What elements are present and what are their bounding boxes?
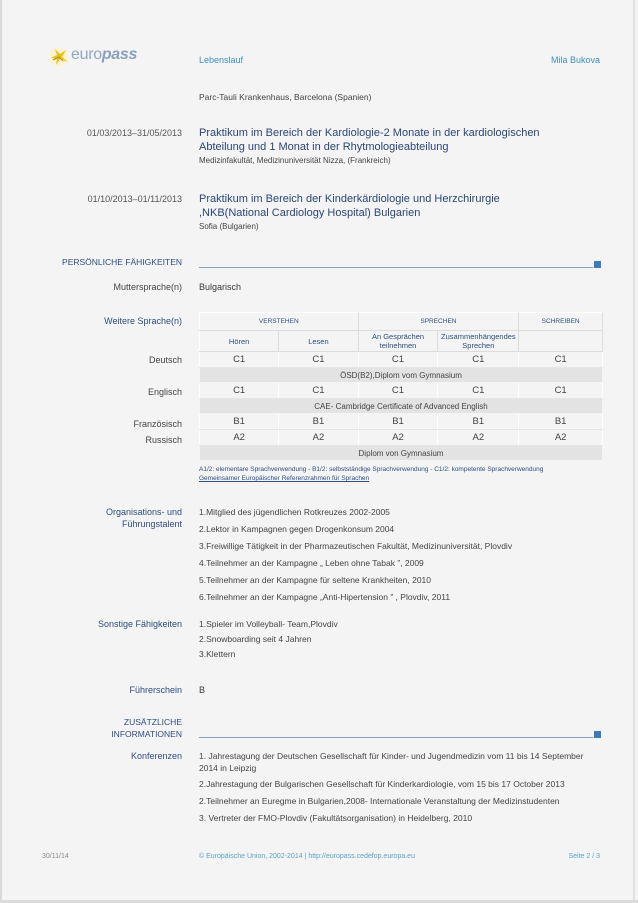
level-cell: A2 [438, 430, 519, 446]
header-understanding: VERSTEHEN [200, 313, 359, 331]
level-cell: A2 [279, 430, 358, 446]
table-row-russisch [200, 430, 603, 446]
level-cell: C1 [358, 352, 438, 368]
section-title-personal-skills: PERSÖNLICHE FÄHIGKEITEN [62, 257, 182, 267]
list-item: 3.Freiwillige Tätigkeit in der Pharmazeutischen Fakultät, Medizinuniversität, Plovdiv [199, 541, 513, 551]
footer-date: 30/11/14 [42, 853, 69, 860]
level-cell: C1 [279, 352, 358, 368]
organisational-label-line2: Führungstalent [121, 519, 182, 529]
level-cell: C1 [279, 383, 358, 399]
section-marker-icon [594, 261, 601, 268]
other-skills-list [199, 618, 338, 663]
language-skills-table [199, 312, 603, 461]
list-item: 3. Vertreter der FMO-Plovdiv (Fakultätsorganisation) in Heidelberg, 2010 [199, 813, 473, 823]
list-item: 2.Snowboarding seit 4 Jahren [199, 634, 312, 644]
organisational-list [199, 506, 512, 608]
subheader-spoken-interaction: An Gesprächen teilnehmen [358, 331, 438, 352]
section-title-additional-info [111, 716, 182, 740]
experience-date-3: 01/10/2013–01/11/2013 [87, 194, 182, 204]
certificate-row-deutsch [200, 368, 603, 383]
certificate-cell: Diplom von Gymnasium [200, 446, 603, 461]
page-edge-left [0, 0, 2, 903]
table-row-deutsch [200, 352, 603, 368]
header-writing: SCHREIBEN [519, 313, 603, 331]
organisational-label-line1: Organisations- und [105, 507, 182, 517]
language-name-englisch: Englisch [147, 387, 182, 397]
section-divider [199, 267, 593, 268]
conferences-list [199, 750, 589, 829]
subheader-listening: Hören [200, 331, 279, 352]
list-item: 5.Teilnehmer an der Kampagne für seltene Krankheiten, 2010 [199, 575, 432, 585]
language-name-russisch: Russisch [145, 435, 182, 445]
level-cell: C1 [519, 352, 603, 368]
level-cell: A2 [358, 430, 438, 446]
document-type: Lebenslauf [199, 55, 244, 65]
table-row-englisch [200, 383, 603, 399]
experience-employer-3: Sofia (Bulgarien) [199, 222, 259, 231]
language-level-legend [199, 465, 543, 483]
level-cell: A2 [519, 430, 603, 446]
mother-tongue-label: Muttersprache(n) [113, 282, 182, 292]
list-item: 2.Jahrestagung der Bulgarischen Gesellschaft für Kinderkardiologie, vom 15 bis 17 October 2013 [199, 779, 565, 789]
logo-text-euro: euro [71, 46, 102, 63]
level-cell: C1 [519, 383, 603, 399]
level-cell: C1 [200, 352, 279, 368]
experience-title-2: Praktikum im Bereich der Kardiologie-2 Monate in der kardiologischen Abteilung und 1 Monat in der Rhytmologieabteilung [199, 127, 540, 153]
header-speaking: SPRECHEN [358, 313, 519, 331]
list-item: 1. Jahrestagung der Deutschen Gesellschaft für Kinder- und Jugendmedizin vom 11 bis 14 September 2014 in Leipzig [199, 751, 584, 773]
cefr-link[interactable]: Gemeinsamer Europäischer Referenzrahmen für Sprachen [199, 475, 370, 482]
level-cell: B1 [279, 414, 358, 430]
logo-text-pass: pass [101, 46, 138, 63]
subheader-reading: Lesen [279, 331, 358, 352]
other-languages-label: Weitere Sprache(n) [104, 316, 182, 326]
experience-employer-2: Medizinfakultät, Medizinuniversität Nizza, (Frankreich) [199, 156, 391, 165]
level-cell: A2 [200, 430, 279, 446]
table-row-franzoesisch [200, 414, 603, 430]
other-skills-label: Sonstige Fähigkeiten [97, 619, 182, 629]
section-title-line1: ZUSÄTZLICHE [123, 717, 182, 727]
table-header-row [200, 313, 603, 331]
conferences-label: Konferenzen [130, 751, 182, 761]
language-name-franzoesisch: Französisch [133, 419, 182, 429]
section-divider [199, 737, 593, 738]
organisational-label [106, 506, 182, 530]
certificate-cell: ÖSD(B2),Diplom vom Gymnasium [200, 368, 603, 383]
list-item: 2.Lektor in Kampagnen gegen Drogenkonsum 2004 [199, 524, 395, 534]
driving-licence-label: Führerschein [129, 685, 182, 695]
section-marker-icon [594, 731, 601, 738]
list-item: 2.Teilnehmer an Euregme in Bulgarien,2008- Internationale Veranstaltung der Medizinstudenten [199, 796, 560, 806]
certificate-row-russisch [200, 446, 603, 461]
logo-wordmark [71, 46, 137, 64]
list-item: 1.Spieler im Volleyball- Team,Plovdiv [199, 619, 338, 629]
table-subheader-row [200, 331, 603, 352]
level-cell: B1 [358, 414, 438, 430]
star-figure-icon [47, 44, 73, 70]
subheader-writing-empty [519, 331, 603, 352]
driving-licence-value: B [199, 685, 206, 695]
level-cell: B1 [519, 414, 603, 430]
level-cell: C1 [438, 383, 519, 399]
experience-title-3: Praktikum im Bereich der Kinderkärdiologie und Herzchirurgie ,NKB(National Cardiology Hospital) Bulgarien [199, 193, 500, 219]
experience-employer-1: Parc-Tauli Krankenhaus, Barcelona (Spanien) [199, 92, 372, 102]
list-item: 1.Mitglied des jügendlichen Rotkreuzes 2002-2005 [199, 507, 390, 517]
level-cell: C1 [438, 352, 519, 368]
experience-date-2: 01/03/2013–31/05/2013 [86, 128, 182, 138]
list-item: 3.Klettern [199, 649, 236, 659]
footer-page-number: Seite 2 / 3 [568, 853, 600, 860]
legend-text: A1/2: elementare Sprachverwendung - B1/2: selbstständige Sprachverwendung - C1/2: kompetente Sprachverwendung [199, 466, 544, 473]
list-item: 6.Teilnehmer an der Kampagne „Anti-Hipertension ” , Plovdiv, 2011 [199, 592, 451, 602]
level-cell: B1 [200, 414, 279, 430]
level-cell: B1 [438, 414, 519, 430]
mother-tongue-value: Bulgarisch [199, 282, 242, 292]
subheader-spoken-production: Zusammenhängendes Sprechen [438, 331, 519, 352]
list-item: 4.Teilnehmer an der Kampagne „ Leben ohne Tabak ”, 2009 [199, 558, 424, 568]
level-cell: C1 [200, 383, 279, 399]
certificate-row-englisch [200, 399, 603, 414]
language-name-deutsch: Deutsch [148, 355, 182, 365]
section-title-line2: INFORMATIONEN [111, 729, 182, 739]
page-edge-right [633, 0, 635, 903]
europass-logo [47, 44, 137, 70]
person-name: Mila Bukova [550, 55, 600, 65]
footer-copyright: © Europäische Union, 2002-2014 | http://europass.cedefop.europa.eu [199, 853, 415, 860]
level-cell: C1 [358, 383, 438, 399]
certificate-cell: CAE- Cambridge Certificate of Advanced English [200, 399, 603, 414]
